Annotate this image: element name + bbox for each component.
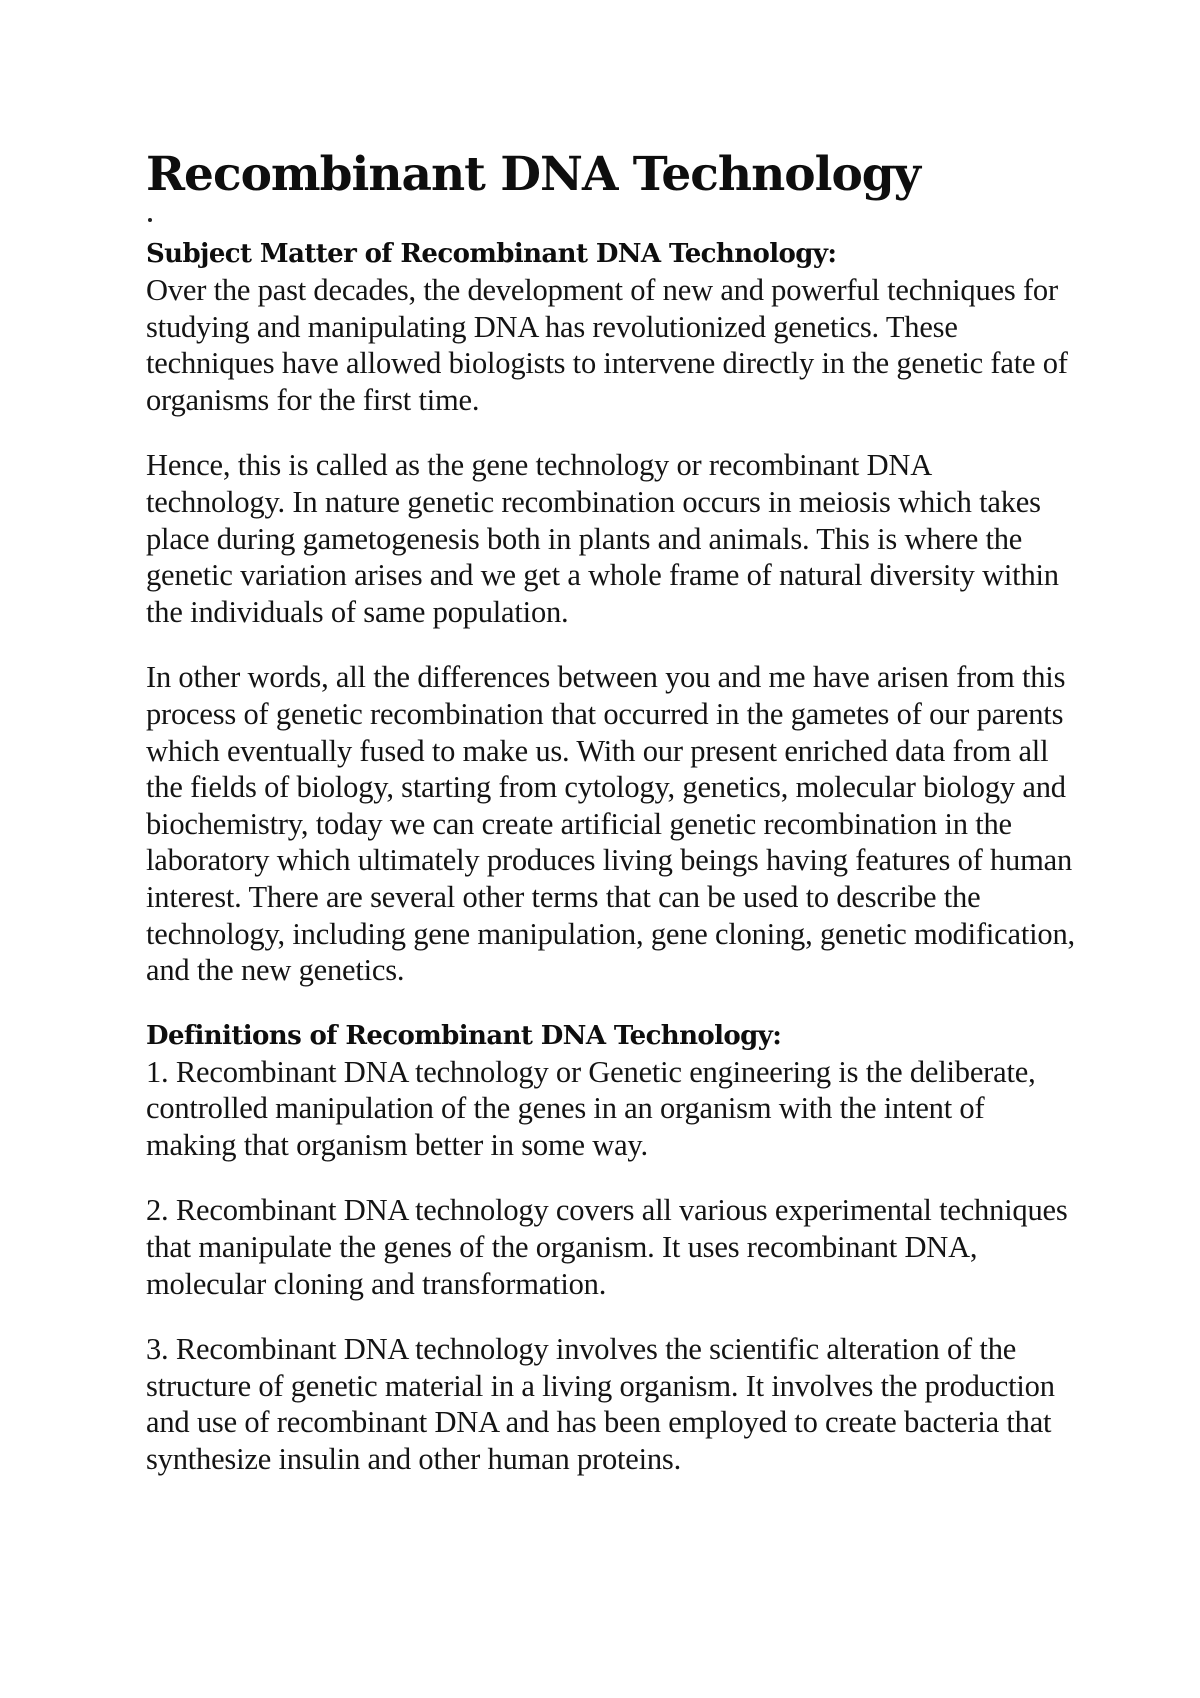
paragraph-subject-3: In other words, all the differences between you and me have arisen from this process of genetic recombination that occurred in the gametes of our parents which eventually fused to make us. With our present enriched data from all the fields of biology, starting from cytology, genetics, molecular biology and biochemistry, today we can create artificial genetic recombination in the laboratory which ultimately produces living beings having features of human interest. There are several other terms that can be used to describe the technology, including gene manipulation, gene cloning, genetic modification, and the new genetics. [146, 660, 1075, 988]
section-heading-subject-matter: Subject Matter of Recombinant DNA Technology: [146, 239, 837, 269]
definition-2: 2. Recombinant DNA technology covers all various experimental techniques that manipulate the genes of the organism. It uses recombinant DNA, molecular cloning and transformation. [146, 1193, 1068, 1301]
paragraph-spacer [146, 1302, 1076, 1331]
paragraph-spacer [146, 418, 1076, 447]
paragraph-subject-2: Hence, this is called as the gene technology or recombinant DNA technology. In nature genetic recombination occurs in meiosis which takes place during gametogenesis both in plants and animals. This is where the genetic variation arises and we get a whole frame of natural diversity within the individuals of same population. [146, 448, 1059, 629]
document-page [146, 142, 1076, 1478]
paragraph-spacer [146, 989, 1076, 1018]
bullet-dot [148, 218, 152, 222]
definition-1: 1. Recombinant DNA technology or Genetic engineering is the deliberate, controlled manipulation of the genes in an organism with the intent of making that organism better in some way. [146, 1054, 1036, 1162]
section-heading-definitions: Definitions of Recombinant DNA Technology: [146, 1020, 782, 1051]
paragraph-spacer [146, 630, 1076, 659]
paragraph-spacer [146, 1163, 1076, 1192]
definition-3: 3. Recombinant DNA technology involves the scientific alteration of the structure of genetic material in a living organism. It involves the production and use of recombinant DNA and has been employed to create bacteria that synthesize insulin and other human proteins. [146, 1332, 1055, 1477]
bullet-marker [146, 208, 1076, 236]
paragraph-subject-1: Over the past decades, the development of new and powerful techniques for studying and manipulating DNA has revolutionized genetics. These techniques have allowed biologists to intervene directly in the genetic fate of organisms for the first time. [146, 273, 1068, 417]
document-title: Recombinant DNA Technology [146, 147, 920, 202]
